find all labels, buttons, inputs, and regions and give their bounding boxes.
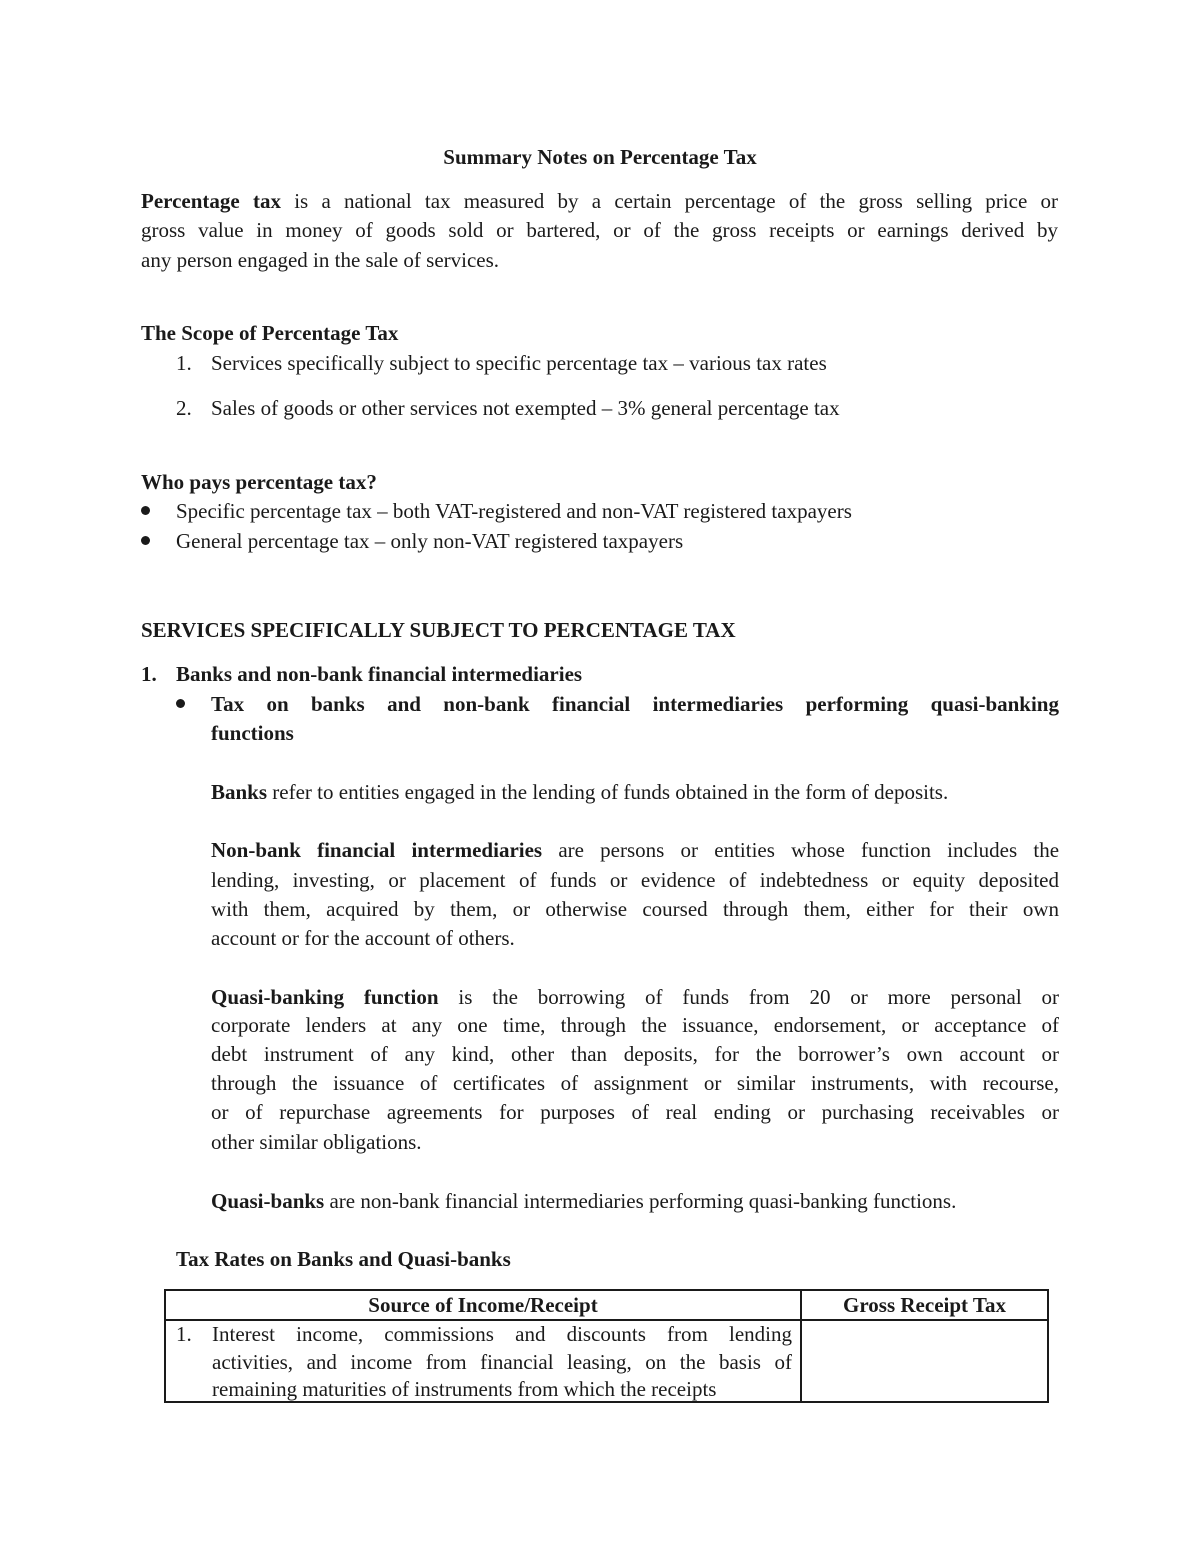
quasi-banks-definition: [211, 1189, 956, 1214]
nbfi-line-1-text: are persons or entities whose function includes the: [558, 838, 1060, 862]
intro-line-1: [141, 189, 1058, 214]
quasi-banks-term: Quasi-banks: [211, 1189, 325, 1213]
table-row: [165, 1320, 1048, 1402]
services-heading: SERVICES SPECIFICALLY SUBJECT TO PERCENTAGE TAX: [141, 618, 736, 642]
qbf-line-1: [211, 985, 1059, 1010]
tax-rates-table: [164, 1289, 1049, 1403]
scope-item-1-num: 1.: [176, 351, 192, 375]
scope-item-1-text: Services specifically subject to specific percentage tax – various tax rates: [211, 351, 827, 375]
source-cell: [165, 1320, 801, 1402]
nbfi-line-3: with them, acquired by them, or otherwise coursed through them, either for their own: [211, 897, 1059, 921]
quasi-banks-text: are non-bank financial intermediaries performing quasi-banking functions.: [329, 1189, 957, 1213]
who-pays-item-2: General percentage tax – only non-VAT registered taxpayers: [176, 529, 684, 553]
section-1-num: 1.: [141, 662, 157, 686]
qbf-line-1-text: is the borrowing of funds from 20 or more personal or: [458, 985, 1060, 1009]
scope-item-2-num: 2.: [176, 396, 192, 420]
banks-text: refer to entities engaged in the lending of funds obtained in the form of deposits.: [272, 780, 949, 804]
bullet-icon: [141, 536, 150, 545]
column-header-tax: Gross Receipt Tax: [801, 1290, 1048, 1320]
section-1-bullet-line-2: functions: [211, 721, 294, 745]
qbf-line-6: other similar obligations.: [211, 1130, 422, 1154]
intro-line-1-text: is a national tax measured by a certain percentage of the gross selling price or: [294, 189, 1059, 213]
source-line-1: Interest income, commissions and discounts from lending: [212, 1322, 792, 1346]
row-number: 1.: [176, 1322, 192, 1346]
qbf-line-3: debt instrument of any kind, other than deposits, for the borrower’s own account or: [211, 1042, 1059, 1066]
bullet-icon: [176, 699, 185, 708]
intro-line-3: any person engaged in the sale of services.: [141, 248, 500, 272]
nbfi-term: Non-bank financial intermediaries: [211, 838, 543, 862]
who-pays-heading: Who pays percentage tax?: [141, 470, 377, 494]
nbfi-line-2: lending, investing, or placement of funds or evidence of indebtedness or equity deposited: [211, 868, 1059, 892]
nbfi-line-1: [211, 838, 1059, 863]
scope-item-2-text: Sales of goods or other services not exempted – 3% general percentage tax: [211, 396, 840, 420]
qbf-line-4: through the issuance of certificates of assignment or similar instruments, with recourse,: [211, 1071, 1059, 1095]
section-1-title: Banks and non-bank financial intermediaries: [176, 662, 583, 686]
table-header-row: [165, 1290, 1048, 1320]
qbf-line-5: or of repurchase agreements for purposes of real ending or purchasing receivables or: [211, 1100, 1059, 1124]
section-1-bullet-line-1: Tax on banks and non-bank financial intermediaries performing quasi-banking: [211, 692, 1059, 716]
page-title: Summary Notes on Percentage Tax: [443, 145, 757, 169]
qbf-term: Quasi-banking function: [211, 985, 439, 1009]
bullet-icon: [141, 506, 150, 515]
tax-cell: [801, 1320, 1048, 1402]
column-header-source: Source of Income/Receipt: [165, 1290, 801, 1320]
nbfi-line-4: account or for the account of others.: [211, 926, 515, 950]
scope-heading: The Scope of Percentage Tax: [141, 321, 399, 345]
qbf-line-2: corporate lenders at any one time, through the issuance, endorsement, or acceptance of: [211, 1013, 1059, 1037]
rates-heading: Tax Rates on Banks and Quasi-banks: [176, 1247, 511, 1271]
source-text: [212, 1321, 792, 1404]
banks-definition: [211, 780, 948, 805]
intro-line-2: gross value in money of goods sold or bartered, or of the gross receipts or earnings derived by: [141, 218, 1058, 242]
source-line-3: remaining maturities of instruments from which the receipts: [212, 1377, 717, 1401]
banks-term: Banks: [211, 780, 268, 804]
intro-term: Percentage tax: [141, 189, 281, 213]
source-line-2: activities, and income from financial leasing, on the basis of: [212, 1349, 792, 1374]
who-pays-item-1: Specific percentage tax – both VAT-registered and non-VAT registered taxpayers: [176, 499, 852, 523]
